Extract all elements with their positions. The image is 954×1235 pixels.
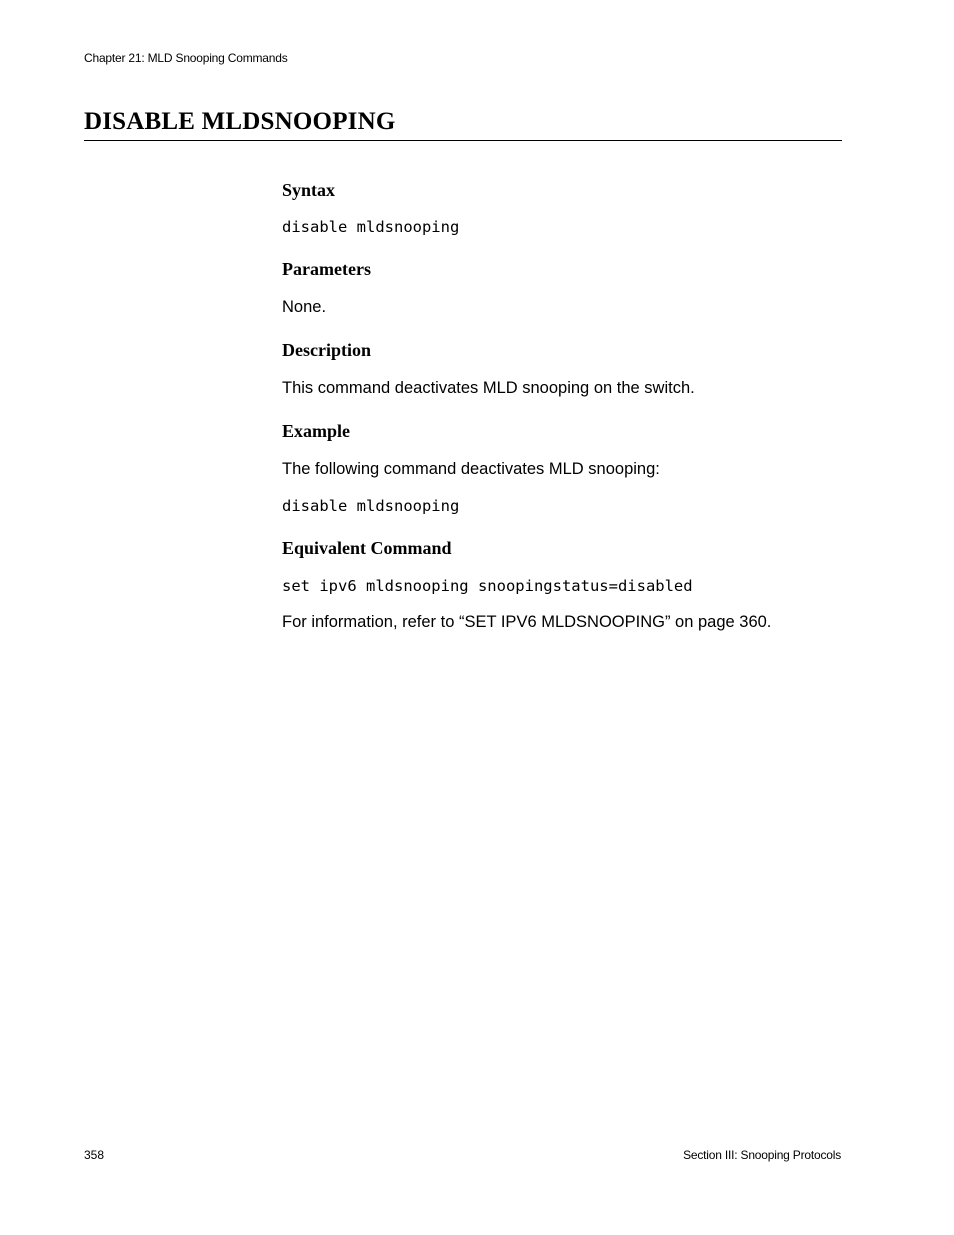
page-number: 358 [84,1148,105,1162]
parameters-text: None. [282,298,327,316]
running-header: Chapter 21: MLD Snooping Commands [84,51,288,65]
example-code: disable mldsnooping [282,497,460,515]
syntax-heading: Syntax [282,180,336,200]
example-text: The following command deactivates MLD snooping: [282,460,660,478]
syntax-code: disable mldsnooping [282,218,460,236]
description-heading: Description [282,340,371,360]
equivalent-reference-text: For information, refer to “SET IPV6 MLDSNOOPING” on page 360. [282,613,772,631]
parameters-heading: Parameters [282,259,371,279]
description-text: This command deactivates MLD snooping on the switch. [282,379,695,397]
example-heading: Example [282,421,351,441]
equivalent-command-code: set ipv6 mldsnooping snoopingstatus=disabled [282,577,693,595]
page-title: DISABLE MLDSNOOPING [84,108,396,135]
title-block [84,108,842,141]
equivalent-command-heading: Equivalent Command [282,538,452,558]
running-footer-section: Section III: Snooping Protocols [683,1148,841,1162]
